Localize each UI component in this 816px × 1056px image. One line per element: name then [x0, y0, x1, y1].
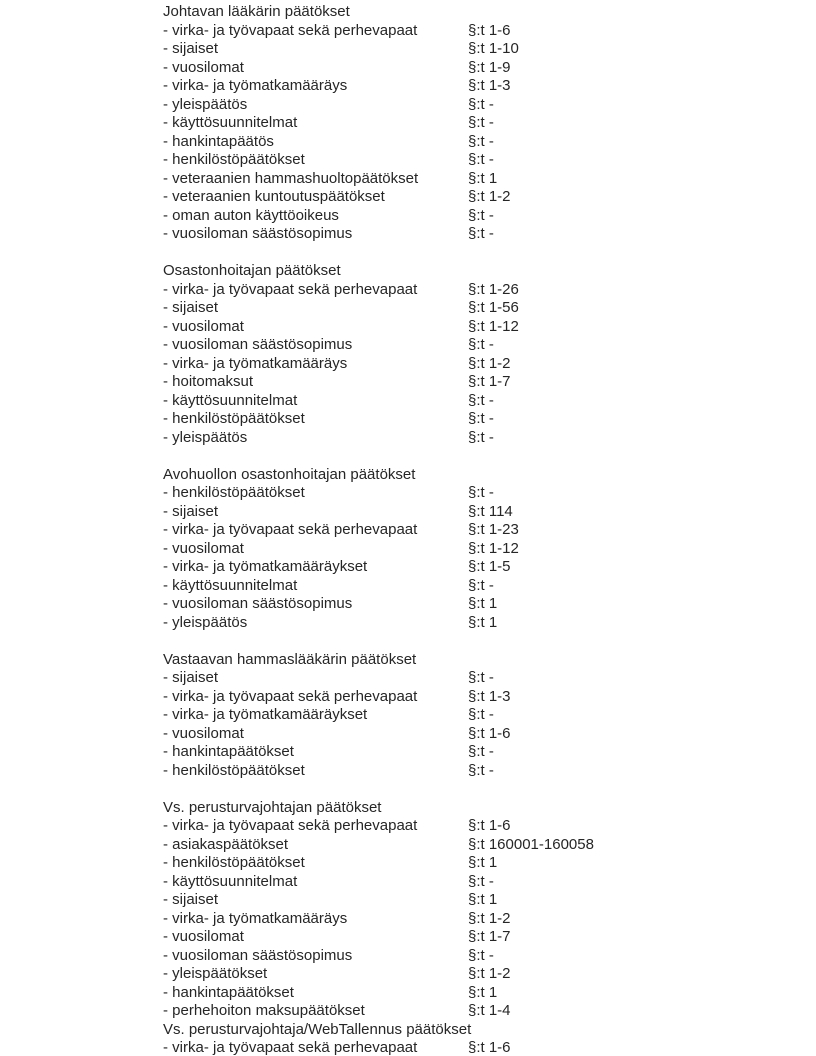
section-count-value: §:t -: [468, 743, 494, 760]
decision-row: [163, 614, 594, 633]
section-count-value: §:t 1-3: [468, 77, 511, 94]
decision-label: - vuosilomat: [163, 539, 244, 557]
decision-row: [163, 1002, 594, 1021]
section-count-value: §:t -: [468, 132, 494, 150]
section-count-value: §:t 114: [468, 502, 513, 520]
decision-label: - veteraanien hammashuoltopäätökset: [163, 169, 419, 187]
decision-label: - yleispäätös: [163, 428, 248, 446]
decision-label: - virka- ja työvapaat sekä perhevapaat: [163, 687, 418, 705]
section-count-value: §:t 1-6: [468, 817, 511, 834]
section-title: Vastaavan hammaslääkärin päätökset: [163, 650, 417, 668]
decision-section: [163, 3, 594, 244]
decision-label: - hankintapäätös: [163, 132, 274, 150]
decision-label: - virka- ja työvapaat sekä perhevapaat: [163, 521, 418, 538]
decision-row: [163, 207, 594, 226]
decision-row: [163, 743, 594, 762]
decision-label: - vuosiloman säästösopimus: [163, 225, 353, 242]
decision-row: [163, 836, 594, 855]
section-count-value: §:t -: [468, 151, 494, 168]
decision-list: [163, 3, 594, 1056]
decision-row: [163, 762, 594, 781]
decision-row: [163, 669, 594, 688]
decision-row: [163, 595, 594, 614]
decision-label: - hoitomaksut: [163, 373, 254, 390]
section-title: Vs. perusturvajohtajan päätökset: [163, 798, 382, 816]
decision-row: [163, 706, 594, 725]
section-count-value: §:t 1-4: [468, 1002, 511, 1019]
section-count-value: §:t 160001-160058: [468, 835, 594, 853]
decision-row: [163, 429, 594, 448]
decision-label: - hankintapäätökset: [163, 983, 294, 1001]
decision-label: - henkilöstöpäätökset: [163, 761, 305, 779]
decision-label: - virka- ja työmatkamääräykset: [163, 558, 368, 575]
decision-label: - virka- ja työvapaat sekä perhevapaat: [163, 817, 418, 834]
decision-row: [163, 817, 594, 836]
decision-row: [163, 59, 594, 78]
decision-row: [163, 854, 594, 873]
decision-row: [163, 96, 594, 115]
section-count-value: §:t 1-9: [468, 58, 511, 76]
decision-row: [163, 410, 594, 429]
decision-label: - oman auton käyttöoikeus: [163, 206, 339, 224]
section-count-value: §:t 1-2: [468, 965, 511, 982]
decision-row: [163, 114, 594, 133]
decision-label: - sijaiset: [163, 40, 219, 57]
decision-row: [163, 725, 594, 744]
decision-label: - henkilöstöpäätökset: [163, 151, 305, 168]
decision-row: [163, 188, 594, 207]
decision-label: - hankintapäätökset: [163, 743, 294, 760]
decision-row: [163, 392, 594, 411]
section-count-value: §:t -: [468, 114, 494, 131]
section-count-value: §:t 1: [468, 891, 498, 908]
decision-label: - yleispäätös: [163, 95, 248, 113]
decision-row: [163, 688, 594, 707]
decision-label: - käyttösuunnitelmat: [163, 872, 298, 890]
section-title: Johtavan lääkärin päätökset: [163, 3, 350, 20]
decision-row: [163, 318, 594, 337]
decision-row: [163, 133, 594, 152]
decision-label: - yleispäätökset: [163, 965, 268, 982]
section-count-value: §:t 1-7: [468, 373, 511, 390]
decision-label: - vuosilomat: [163, 928, 244, 945]
decision-label: - vuosiloman säästösopimus: [163, 946, 353, 964]
decision-row: [163, 336, 594, 355]
decision-label: - henkilöstöpäätökset: [163, 484, 305, 501]
section-count-value: §:t 1-10: [468, 40, 519, 57]
decision-row: [163, 77, 594, 96]
section-count-value: §:t 1-26: [468, 280, 519, 298]
decision-label: - virka- ja työmatkamääräys: [163, 77, 348, 94]
section-count-value: §:t -: [468, 761, 494, 779]
section-count-value: §:t 1-56: [468, 299, 519, 316]
decision-label: - henkilöstöpäätökset: [163, 410, 305, 427]
decision-label: - käyttösuunnitelmat: [163, 114, 298, 131]
decision-label: - virka- ja työvapaat sekä perhevapaat: [163, 280, 418, 298]
decision-label: - virka- ja työmatkamääräys: [163, 909, 348, 927]
decision-section: [163, 466, 594, 633]
section-count-value: §:t 1-3: [468, 687, 511, 705]
section-count-value: §:t -: [468, 336, 494, 353]
section-count-value: §:t -: [468, 669, 494, 686]
decision-row: [163, 299, 594, 318]
decision-section: [163, 799, 594, 1021]
decision-row: [163, 225, 594, 244]
decision-row: [163, 170, 594, 189]
section-count-value: §:t -: [468, 206, 494, 224]
decision-row: [163, 873, 594, 892]
section-count-value: §:t -: [468, 946, 494, 964]
decision-label: - vuosiloman säästösopimus: [163, 336, 353, 353]
decision-label: - sijaiset: [163, 891, 219, 908]
decision-row: [163, 910, 594, 929]
section-count-value: §:t 1-6: [468, 724, 511, 742]
decision-label: - käyttösuunnitelmat: [163, 391, 298, 409]
section-count-value: §:t 1-12: [468, 539, 519, 557]
decision-label: - vuosilomat: [163, 58, 244, 76]
decision-label: - virka- ja työvapaat sekä perhevapaat: [163, 21, 418, 39]
decision-section: [163, 1021, 594, 1056]
decision-row: [163, 947, 594, 966]
decision-label: - virka- ja työvapaat sekä perhevapaat: [163, 1039, 418, 1056]
decision-label: - käyttösuunnitelmat: [163, 576, 298, 594]
decision-label: - virka- ja työmatkamääräykset: [163, 706, 368, 723]
decision-label: - henkilöstöpäätökset: [163, 854, 305, 871]
decision-label: - yleispäätös: [163, 613, 248, 631]
decision-row: [163, 891, 594, 910]
section-count-value: §:t -: [468, 872, 494, 890]
decision-row: [163, 1039, 594, 1056]
decision-label: - vuosilomat: [163, 724, 244, 742]
decision-label: - perhehoiton maksupäätökset: [163, 1002, 365, 1019]
section-count-value: §:t 1-2: [468, 188, 511, 205]
section-title: Avohuollon osastonhoitajan päätökset: [163, 465, 416, 483]
section-count-value: §:t -: [468, 225, 494, 242]
decision-row: [163, 484, 594, 503]
section-count-value: §:t -: [468, 95, 494, 113]
section-count-value: §:t 1: [468, 613, 498, 631]
decision-row: [163, 984, 594, 1003]
decision-row: [163, 521, 594, 540]
section-count-value: §:t 1-2: [468, 354, 511, 372]
section-count-value: §:t 1: [468, 854, 498, 871]
section-count-value: §:t -: [468, 428, 494, 446]
decision-row: [163, 577, 594, 596]
section-count-value: §:t -: [468, 576, 494, 594]
section-count-value: §:t -: [468, 484, 494, 501]
decision-label: - asiakaspäätökset: [163, 835, 289, 853]
decision-label: - veteraanien kuntoutuspäätökset: [163, 188, 385, 205]
decision-row: [163, 22, 594, 41]
decision-section: [163, 262, 594, 447]
section-count-value: §:t 1-6: [468, 1039, 511, 1056]
decision-row: [163, 281, 594, 300]
section-count-value: §:t 1-2: [468, 909, 511, 927]
decision-row: [163, 355, 594, 374]
decision-label: - virka- ja työmatkamääräys: [163, 354, 348, 372]
section-count-value: §:t -: [468, 410, 494, 427]
decision-section: [163, 651, 594, 781]
section-count-value: §:t 1-23: [468, 521, 519, 538]
decision-label: - sijaiset: [163, 669, 219, 686]
section-count-value: §:t 1: [468, 595, 498, 612]
decision-label: - vuosilomat: [163, 317, 244, 335]
section-count-value: §:t 1-12: [468, 317, 519, 335]
section-count-value: §:t -: [468, 391, 494, 409]
decision-row: [163, 503, 594, 522]
section-count-value: §:t 1-7: [468, 928, 511, 945]
decision-label: - sijaiset: [163, 502, 219, 520]
decision-row: [163, 40, 594, 59]
decision-row: [163, 558, 594, 577]
decision-row: [163, 928, 594, 947]
section-title: Osastonhoitajan päätökset: [163, 262, 341, 279]
section-count-value: §:t 1-5: [468, 558, 511, 575]
decision-label: - sijaiset: [163, 299, 219, 316]
section-count-value: §:t 1: [468, 983, 498, 1001]
decision-row: [163, 540, 594, 559]
decision-label: - vuosiloman säästösopimus: [163, 595, 353, 612]
section-title: Vs. perusturvajohtaja/WebTallennus päätökset: [163, 1020, 472, 1038]
decision-row: [163, 151, 594, 170]
section-count-value: §:t 1-6: [468, 21, 511, 39]
section-count-value: §:t -: [468, 706, 494, 723]
decision-row: [163, 373, 594, 392]
decision-row: [163, 965, 594, 984]
section-count-value: §:t 1: [468, 169, 498, 187]
